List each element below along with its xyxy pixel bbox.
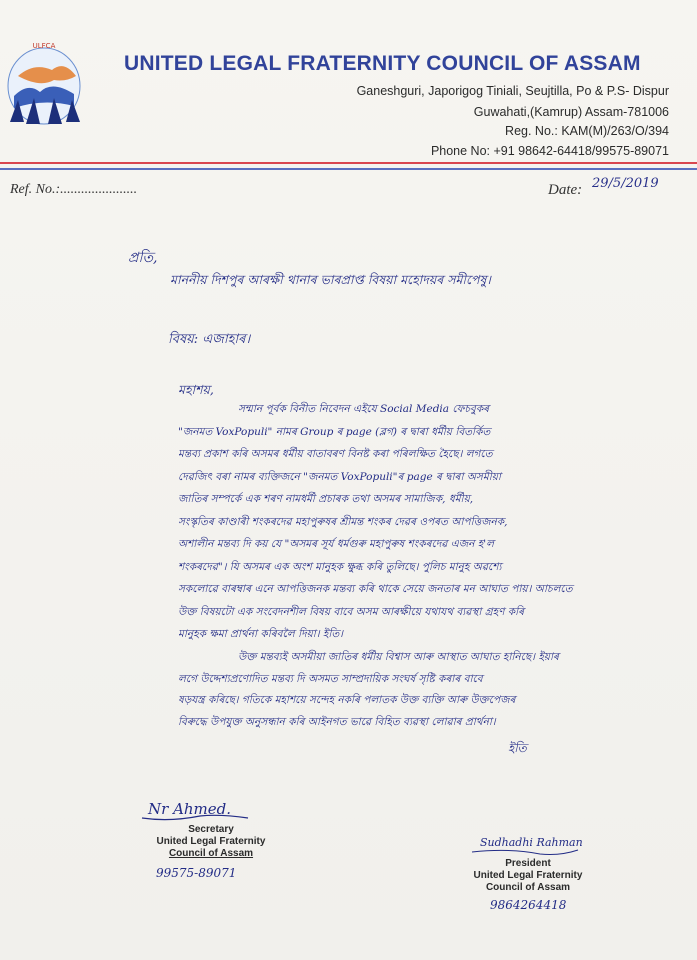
- logo-text: ULFCA: [32, 42, 56, 50]
- body-line: ষড়যন্ত্ৰ কৰিছে। গতিকে মহাশয়ে সন্দেহ নকৰি পলাতক উক্ত ব্যক্তি আৰু উক্তপেজৰ: [178, 694, 516, 706]
- greeting: মহাশয়,: [178, 382, 214, 397]
- recipient-line: মাননীয় দিশপুৰ আৰক্ষী থানাৰ ভাৰপ্ৰাপ্ত বিষয়া মহোদয়ৰ সমীপেষু।: [170, 272, 491, 287]
- body-line: উক্ত বিষয়টো এক সংবেদনশীল বিষয় বাবে অসম আৰক্ষীয়ে যথাযথ ব্যৱস্থা গ্ৰহণ কৰি: [178, 605, 525, 618]
- phone-number: Phone No: +91 98642-64418/99575-89071: [430, 144, 669, 158]
- secretary-title: Secretary: [188, 824, 234, 835]
- president-stamp: [458, 858, 598, 894]
- body-line: "জনমত VoxPopuli" নামৰ Group ৰ page (ব্লগ) ৰ দ্বাৰা ধৰ্মীয় বিতৰ্কিত: [178, 425, 491, 438]
- address-line-1: Ganeshguri, Japorigog Tiniali, Seujtilla, Po & P.S- Dispur: [356, 84, 669, 98]
- president-signature: Sudhadhi Rahman: [480, 836, 583, 849]
- org-name: UNITED LEGAL FRATERNITY COUNCIL OF ASSAM: [124, 52, 641, 75]
- header-divider-red: [0, 162, 697, 164]
- body-line: দেৱজিৎ বৰা নামৰ ব্যক্তিজনে "জনমত VoxPopuli"ৰ page ৰ দ্বাৰা অসমীয়া: [178, 470, 501, 483]
- secretary-org-1: United Legal Fraternity: [156, 836, 266, 847]
- body-line: মন্তব্য প্ৰকাশ কৰি অসমৰ ধৰ্মীয় বাতাবৰণ বিনষ্ট কৰা পৰিলক্ষিত হৈছে। লগতে: [178, 448, 493, 460]
- registration-number: Reg. No.: KAM(M)/263/O/394: [505, 124, 669, 138]
- body-line: সংস্কৃতিৰ কাণ্ডাৰী শংকৰদেৱ মহাপুৰুষৰ শ্ৰীমন্ত শংকৰ দেৱৰ ওপৰত আপত্তিজনক,: [178, 515, 508, 528]
- ref-number: Ref. No.:......................: [10, 182, 138, 197]
- body-line: মানুহক ক্ষমা প্ৰাৰ্থনা কৰিবলৈ দিয়া। ইতি।: [178, 628, 344, 640]
- body-line: সন্মান পূৰ্বক বিনীত নিবেদন এইযে Social Media ফেচবুকৰ: [238, 403, 490, 415]
- president-title: President: [505, 858, 551, 869]
- body-line: লগে উদ্দেশ্যপ্ৰণোদিত মন্তব্য দি অসমত সাম্প্ৰদায়িক সংঘৰ্ষ সৃষ্টি কৰাৰ বাবে: [178, 672, 483, 685]
- body-line: অশালীন মন্তব্য দি কয় যে "অসমৰ সূৰ্য ধৰ্মগুৰু মহাপুৰুষ শংকৰদেৱ এজন হ'ল: [178, 538, 494, 550]
- body-line: বিৰুদ্ধে উপযুক্ত অনুসন্ধান কৰি আইনগত ভাৱে বিহিত ব্যৱস্থা লোৱাৰ প্ৰাৰ্থনা।: [178, 715, 496, 728]
- president-org-2: Council of Assam: [485, 882, 571, 893]
- closing: ইতি: [508, 741, 527, 755]
- signature-underline-icon: [470, 846, 580, 858]
- president-org-1: United Legal Fraternity: [473, 870, 583, 881]
- header-divider-blue: [0, 168, 697, 170]
- president-phone: 9864264418: [490, 898, 567, 912]
- body-line: উক্ত মন্তব্যই অসমীয়া জাতিৰ ধৰ্মীয় বিশ্বাস আৰু আস্থাত আঘাত হানিছে। ইয়াৰ: [238, 651, 559, 663]
- body-line: জাতিৰ সম্পৰ্কে এক শৰণ নামধৰ্মী প্ৰচাৰক তথা অসমৰ সামাজিক, ধৰ্মীয়,: [178, 493, 474, 505]
- date-value: 29/5/2019: [592, 176, 659, 191]
- subject-line: বিষয়: এজাহাৰ।: [168, 332, 251, 347]
- body-line: সকলোৱে বাৰম্বাৰ এনে আপত্তিজনক মন্তব্য কৰি থাকে সেয়ে জনতাৰ মন আঘাত পায়। আচলতে: [178, 583, 573, 595]
- secretary-org-2: Council of Assam: [168, 848, 254, 859]
- body-line: শংকৰদেৱ"। যি অসমৰ এক অংশ মানুহক ক্ষুব্ধ কৰি তুলিছে। পুলিচ মানুহ অৱশ্যে: [178, 560, 502, 573]
- secretary-phone: 99575-89071: [156, 866, 237, 880]
- secretary-signature: Nr Ahmed.: [148, 800, 232, 818]
- date-label: Date:: [548, 182, 583, 198]
- secretary-stamp: [146, 824, 276, 860]
- address-line-2: Guwahati,(Kamrup) Assam-781006: [473, 105, 669, 119]
- signature-underline-icon: [140, 812, 250, 824]
- salutation: প্ৰতি,: [128, 250, 158, 266]
- org-logo: [4, 36, 86, 132]
